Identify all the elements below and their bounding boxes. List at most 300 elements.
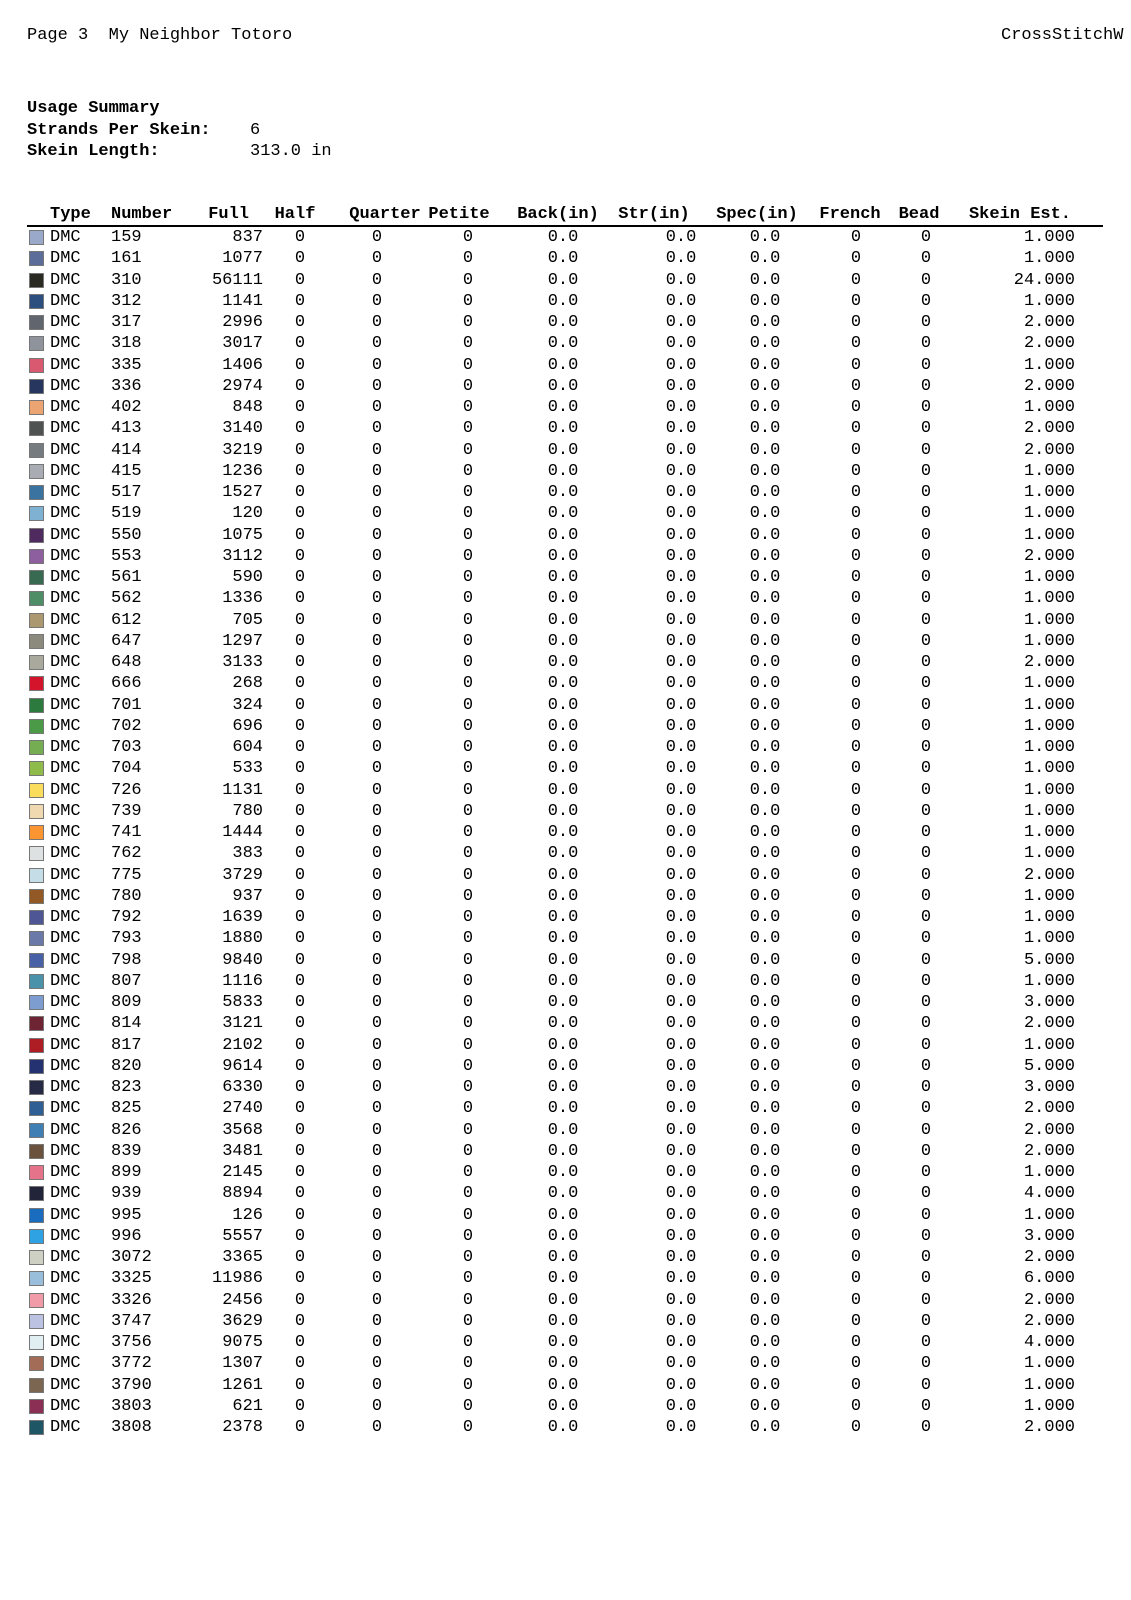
cell-spec: 0.0	[749, 1205, 781, 1225]
cell-back: 0.0	[547, 865, 579, 885]
cell-back: 0.0	[547, 270, 579, 290]
color-swatch	[29, 1165, 44, 1180]
cell-back: 0.0	[547, 1333, 579, 1352]
cell-bead: 0	[920, 228, 932, 247]
cell-str: 0.0	[665, 546, 697, 566]
cell-type: DMC	[50, 759, 81, 779]
cell-str: 0.0	[665, 440, 697, 460]
table-row	[27, 312, 1103, 333]
cell-quarter: 0	[371, 801, 383, 821]
cell-petite: 0	[462, 971, 474, 991]
page-header	[27, 26, 292, 45]
cell-bead: 0	[920, 291, 932, 311]
cell-half: 0	[294, 1120, 306, 1140]
cell-back: 0.0	[547, 695, 579, 715]
col-full: Full	[208, 205, 249, 224]
cell-full: 1236	[222, 461, 263, 481]
cell-petite: 0	[462, 376, 474, 396]
cell-type: DMC	[50, 291, 81, 311]
color-swatch	[29, 761, 44, 776]
cell-back: 0.0	[547, 1141, 579, 1161]
cell-str: 0.0	[665, 1269, 697, 1289]
cell-petite: 0	[462, 674, 474, 694]
cell-back: 0.0	[547, 1290, 579, 1310]
cell-french: 0	[850, 1418, 862, 1437]
cell-quarter: 0	[371, 313, 383, 332]
cell-french: 0	[850, 483, 862, 502]
cell-skein: 1.000	[1023, 674, 1075, 694]
cell-half: 0	[294, 355, 306, 375]
cell-spec: 0.0	[749, 653, 781, 672]
cell-spec: 0.0	[749, 1418, 781, 1437]
cell-spec: 0.0	[749, 738, 781, 757]
cell-full: 324	[232, 695, 263, 715]
cell-str: 0.0	[665, 738, 697, 757]
cell-bead: 0	[920, 653, 932, 672]
table-row	[27, 1205, 1103, 1226]
cell-type: DMC	[50, 1396, 81, 1416]
table-row	[27, 376, 1103, 397]
cell-petite: 0	[462, 695, 474, 715]
cell-french: 0	[850, 313, 862, 332]
table-row	[27, 1056, 1103, 1077]
cell-full: 2378	[222, 1418, 263, 1437]
cell-number: 3072	[111, 1248, 152, 1267]
cell-type: DMC	[50, 249, 81, 269]
cell-petite: 0	[462, 1333, 474, 1352]
cell-type: DMC	[50, 610, 81, 630]
cell-type: DMC	[50, 461, 81, 481]
cell-quarter: 0	[371, 461, 383, 481]
table-row	[27, 737, 1103, 758]
cell-back: 0.0	[547, 461, 579, 481]
cell-number: 159	[111, 228, 142, 247]
cell-full: 5557	[222, 1226, 263, 1246]
cell-str: 0.0	[665, 971, 697, 991]
cell-petite: 0	[462, 1269, 474, 1289]
cell-half: 0	[294, 1418, 306, 1437]
cell-petite: 0	[462, 313, 474, 332]
table-row	[27, 1268, 1103, 1289]
cell-french: 0	[850, 1141, 862, 1161]
table-row	[27, 992, 1103, 1013]
cell-skein: 2.000	[1023, 546, 1075, 566]
cell-number: 415	[111, 461, 142, 481]
cell-spec: 0.0	[749, 695, 781, 715]
cell-half: 0	[294, 525, 306, 545]
cell-quarter: 0	[371, 865, 383, 885]
cell-number: 647	[111, 631, 142, 651]
length-value: 313.0 in	[250, 142, 332, 161]
color-swatch	[29, 549, 44, 564]
cell-str: 0.0	[665, 780, 697, 800]
cell-spec: 0.0	[749, 1099, 781, 1119]
color-swatch	[29, 825, 44, 840]
cell-str: 0.0	[665, 631, 697, 651]
cell-skein: 1.000	[1023, 929, 1075, 949]
table-row	[27, 886, 1103, 907]
cell-quarter: 0	[371, 483, 383, 502]
color-swatch	[29, 783, 44, 798]
color-swatch	[29, 1144, 44, 1159]
cell-full: 1077	[222, 249, 263, 269]
cell-french: 0	[850, 440, 862, 460]
cell-full: 3140	[222, 419, 263, 439]
cell-str: 0.0	[665, 886, 697, 906]
cell-half: 0	[294, 1056, 306, 1076]
cell-number: 726	[111, 780, 142, 800]
cell-bead: 0	[920, 355, 932, 375]
cell-full: 1141	[222, 291, 263, 311]
cell-quarter: 0	[371, 1056, 383, 1076]
cell-bead: 0	[920, 738, 932, 757]
cell-skein: 1.000	[1023, 461, 1075, 481]
cell-bead: 0	[920, 801, 932, 821]
cell-half: 0	[294, 419, 306, 439]
cell-quarter: 0	[371, 908, 383, 927]
cell-quarter: 0	[371, 1205, 383, 1225]
cell-type: DMC	[50, 228, 81, 247]
cell-str: 0.0	[665, 1078, 697, 1097]
cell-number: 780	[111, 886, 142, 906]
color-swatch	[29, 1101, 44, 1116]
cell-petite: 0	[462, 908, 474, 927]
color-swatch	[29, 230, 44, 245]
cell-back: 0.0	[547, 1418, 579, 1437]
cell-number: 809	[111, 993, 142, 1012]
cell-bead: 0	[920, 908, 932, 927]
color-swatch	[29, 1016, 44, 1031]
cell-full: 3133	[222, 653, 263, 672]
color-swatch	[29, 485, 44, 500]
cell-number: 826	[111, 1120, 142, 1140]
cell-french: 0	[850, 568, 862, 587]
cell-back: 0.0	[547, 1163, 579, 1182]
cell-french: 0	[850, 908, 862, 927]
cell-str: 0.0	[665, 568, 697, 587]
cell-number: 825	[111, 1099, 142, 1119]
cell-bead: 0	[920, 886, 932, 906]
cell-str: 0.0	[665, 1163, 697, 1182]
table-row	[27, 1035, 1103, 1056]
color-swatch	[29, 1356, 44, 1371]
color-swatch	[29, 1420, 44, 1435]
cell-back: 0.0	[547, 908, 579, 927]
cell-str: 0.0	[665, 461, 697, 481]
cell-half: 0	[294, 589, 306, 609]
cell-back: 0.0	[547, 1184, 579, 1204]
cell-spec: 0.0	[749, 971, 781, 991]
cell-quarter: 0	[371, 398, 383, 417]
cell-str: 0.0	[665, 929, 697, 949]
cell-bead: 0	[920, 1396, 932, 1416]
cell-type: DMC	[50, 993, 81, 1012]
color-swatch	[29, 273, 44, 288]
strands-label: Strands Per Skein:	[27, 120, 211, 140]
cell-skein: 1.000	[1023, 1396, 1075, 1416]
cell-str: 0.0	[665, 1014, 697, 1034]
cell-french: 0	[850, 823, 862, 842]
cell-bead: 0	[920, 1078, 932, 1097]
usage-table	[27, 204, 1103, 1438]
cell-str: 0.0	[665, 695, 697, 715]
cell-petite: 0	[462, 483, 474, 502]
cell-petite: 0	[462, 1226, 474, 1246]
cell-back: 0.0	[547, 1354, 579, 1374]
cell-spec: 0.0	[749, 291, 781, 311]
col-number: Number	[111, 205, 173, 224]
cell-str: 0.0	[665, 1311, 697, 1331]
color-swatch	[29, 676, 44, 691]
cell-skein: 2.000	[1023, 1418, 1075, 1437]
cell-petite: 0	[462, 334, 474, 354]
cell-spec: 0.0	[749, 461, 781, 481]
cell-petite: 0	[462, 653, 474, 672]
color-swatch	[29, 889, 44, 904]
cell-str: 0.0	[665, 865, 697, 885]
cell-number: 823	[111, 1078, 142, 1097]
table-row	[27, 907, 1103, 928]
col-petite: Petite	[428, 205, 490, 224]
cell-skein: 1.000	[1023, 249, 1075, 269]
color-swatch	[29, 315, 44, 330]
cell-quarter: 0	[371, 546, 383, 566]
color-swatch	[29, 1123, 44, 1138]
table-row	[27, 1353, 1103, 1374]
cell-spec: 0.0	[749, 483, 781, 502]
cell-str: 0.0	[665, 823, 697, 842]
cell-str: 0.0	[665, 993, 697, 1012]
cell-french: 0	[850, 1035, 862, 1055]
cell-french: 0	[850, 461, 862, 481]
cell-back: 0.0	[547, 780, 579, 800]
cell-bead: 0	[920, 1099, 932, 1119]
table-row	[27, 1226, 1103, 1247]
cell-petite: 0	[462, 844, 474, 864]
cell-full: 383	[232, 844, 263, 864]
cell-spec: 0.0	[749, 1120, 781, 1140]
cell-type: DMC	[50, 1014, 81, 1034]
cell-back: 0.0	[547, 950, 579, 970]
cell-str: 0.0	[665, 270, 697, 290]
cell-quarter: 0	[371, 1035, 383, 1055]
cell-type: DMC	[50, 355, 81, 375]
cell-spec: 0.0	[749, 1163, 781, 1182]
cell-spec: 0.0	[749, 1290, 781, 1310]
cell-number: 798	[111, 950, 142, 970]
cell-spec: 0.0	[749, 419, 781, 439]
cell-type: DMC	[50, 1375, 81, 1395]
cell-back: 0.0	[547, 738, 579, 757]
cell-half: 0	[294, 504, 306, 524]
cell-back: 0.0	[547, 1248, 579, 1267]
cell-bead: 0	[920, 610, 932, 630]
cell-quarter: 0	[371, 525, 383, 545]
cell-half: 0	[294, 993, 306, 1012]
cell-petite: 0	[462, 865, 474, 885]
cell-quarter: 0	[371, 589, 383, 609]
cell-str: 0.0	[665, 483, 697, 502]
cell-full: 9614	[222, 1056, 263, 1076]
cell-half: 0	[294, 780, 306, 800]
cell-number: 3772	[111, 1354, 152, 1374]
cell-number: 550	[111, 525, 142, 545]
cell-skein: 2.000	[1023, 1290, 1075, 1310]
cell-back: 0.0	[547, 610, 579, 630]
cell-quarter: 0	[371, 1396, 383, 1416]
cell-quarter: 0	[371, 1184, 383, 1204]
cell-skein: 2.000	[1023, 313, 1075, 332]
cell-french: 0	[850, 950, 862, 970]
cell-half: 0	[294, 716, 306, 736]
cell-french: 0	[850, 1078, 862, 1097]
cell-french: 0	[850, 695, 862, 715]
table-row	[27, 610, 1103, 631]
color-swatch	[29, 1229, 44, 1244]
cell-full: 533	[232, 759, 263, 779]
cell-str: 0.0	[665, 355, 697, 375]
cell-full: 937	[232, 886, 263, 906]
cell-petite: 0	[462, 228, 474, 247]
cell-type: DMC	[50, 1354, 81, 1374]
cell-skein: 3.000	[1023, 993, 1075, 1012]
cell-petite: 0	[462, 589, 474, 609]
cell-petite: 0	[462, 419, 474, 439]
cell-half: 0	[294, 1354, 306, 1374]
table-row	[27, 822, 1103, 843]
cell-skein: 2.000	[1023, 1248, 1075, 1267]
cell-back: 0.0	[547, 1226, 579, 1246]
cell-type: DMC	[50, 334, 81, 354]
cell-full: 848	[232, 398, 263, 417]
cell-full: 11986	[211, 1269, 263, 1289]
cell-french: 0	[850, 249, 862, 269]
cell-french: 0	[850, 525, 862, 545]
cell-full: 9840	[222, 950, 263, 970]
cell-quarter: 0	[371, 929, 383, 949]
cell-spec: 0.0	[749, 1311, 781, 1331]
cell-type: DMC	[50, 823, 81, 842]
cell-bead: 0	[920, 1269, 932, 1289]
cell-half: 0	[294, 1205, 306, 1225]
cell-quarter: 0	[371, 228, 383, 247]
table-row	[27, 1375, 1103, 1396]
cell-spec: 0.0	[749, 674, 781, 694]
table-row	[27, 758, 1103, 779]
cell-number: 3790	[111, 1375, 152, 1395]
cell-french: 0	[850, 1226, 862, 1246]
cell-number: 995	[111, 1205, 142, 1225]
cell-half: 0	[294, 801, 306, 821]
cell-back: 0.0	[547, 844, 579, 864]
cell-back: 0.0	[547, 1311, 579, 1331]
cell-bead: 0	[920, 1290, 932, 1310]
cell-number: 793	[111, 929, 142, 949]
cell-str: 0.0	[665, 1120, 697, 1140]
cell-str: 0.0	[665, 674, 697, 694]
cell-str: 0.0	[665, 228, 697, 247]
cell-bead: 0	[920, 313, 932, 332]
cell-petite: 0	[462, 610, 474, 630]
cell-quarter: 0	[371, 355, 383, 375]
color-swatch	[29, 464, 44, 479]
cell-petite: 0	[462, 1290, 474, 1310]
cell-bead: 0	[920, 249, 932, 269]
cell-petite: 0	[462, 1014, 474, 1034]
cell-type: DMC	[50, 908, 81, 927]
cell-half: 0	[294, 228, 306, 247]
cell-quarter: 0	[371, 950, 383, 970]
cell-str: 0.0	[665, 1099, 697, 1119]
cell-full: 126	[232, 1205, 263, 1225]
length-label: Skein Length:	[27, 142, 160, 161]
color-swatch	[29, 910, 44, 925]
cell-petite: 0	[462, 1141, 474, 1161]
cell-full: 1336	[222, 589, 263, 609]
cell-french: 0	[850, 865, 862, 885]
cell-type: DMC	[50, 376, 81, 396]
cell-type: DMC	[50, 1311, 81, 1331]
color-swatch	[29, 1080, 44, 1095]
color-swatch	[29, 421, 44, 436]
cell-type: DMC	[50, 929, 81, 949]
table-header	[27, 204, 1103, 227]
cell-number: 3747	[111, 1311, 152, 1331]
cell-skein: 1.000	[1023, 631, 1075, 651]
cell-skein: 4.000	[1023, 1333, 1075, 1352]
cell-quarter: 0	[371, 1418, 383, 1437]
cell-half: 0	[294, 1226, 306, 1246]
color-swatch	[29, 740, 44, 755]
cell-type: DMC	[50, 419, 81, 439]
cell-full: 1527	[222, 483, 263, 502]
cell-half: 0	[294, 1396, 306, 1416]
cell-half: 0	[294, 886, 306, 906]
cell-number: 414	[111, 440, 142, 460]
cell-back: 0.0	[547, 1396, 579, 1416]
color-swatch	[29, 868, 44, 883]
cell-spec: 0.0	[749, 589, 781, 609]
cell-type: DMC	[50, 1141, 81, 1161]
color-swatch	[29, 1271, 44, 1286]
cell-skein: 2.000	[1023, 1014, 1075, 1034]
cell-petite: 0	[462, 1418, 474, 1437]
table-row	[27, 950, 1103, 971]
table-row	[27, 1311, 1103, 1332]
cell-full: 3365	[222, 1248, 263, 1267]
cell-french: 0	[850, 1163, 862, 1182]
cell-french: 0	[850, 1269, 862, 1289]
table-row	[27, 355, 1103, 376]
cell-petite: 0	[462, 1035, 474, 1055]
cell-skein: 1.000	[1023, 908, 1075, 927]
cell-type: DMC	[50, 504, 81, 524]
cell-french: 0	[850, 801, 862, 821]
cell-back: 0.0	[547, 971, 579, 991]
cell-bead: 0	[920, 1120, 932, 1140]
cell-number: 335	[111, 355, 142, 375]
cell-half: 0	[294, 950, 306, 970]
cell-spec: 0.0	[749, 398, 781, 417]
cell-skein: 2.000	[1023, 334, 1075, 354]
cell-spec: 0.0	[749, 1035, 781, 1055]
table-row	[27, 695, 1103, 716]
cell-full: 604	[232, 738, 263, 757]
cell-full: 5833	[222, 993, 263, 1012]
color-swatch	[29, 251, 44, 266]
cell-half: 0	[294, 313, 306, 332]
cell-number: 612	[111, 610, 142, 630]
